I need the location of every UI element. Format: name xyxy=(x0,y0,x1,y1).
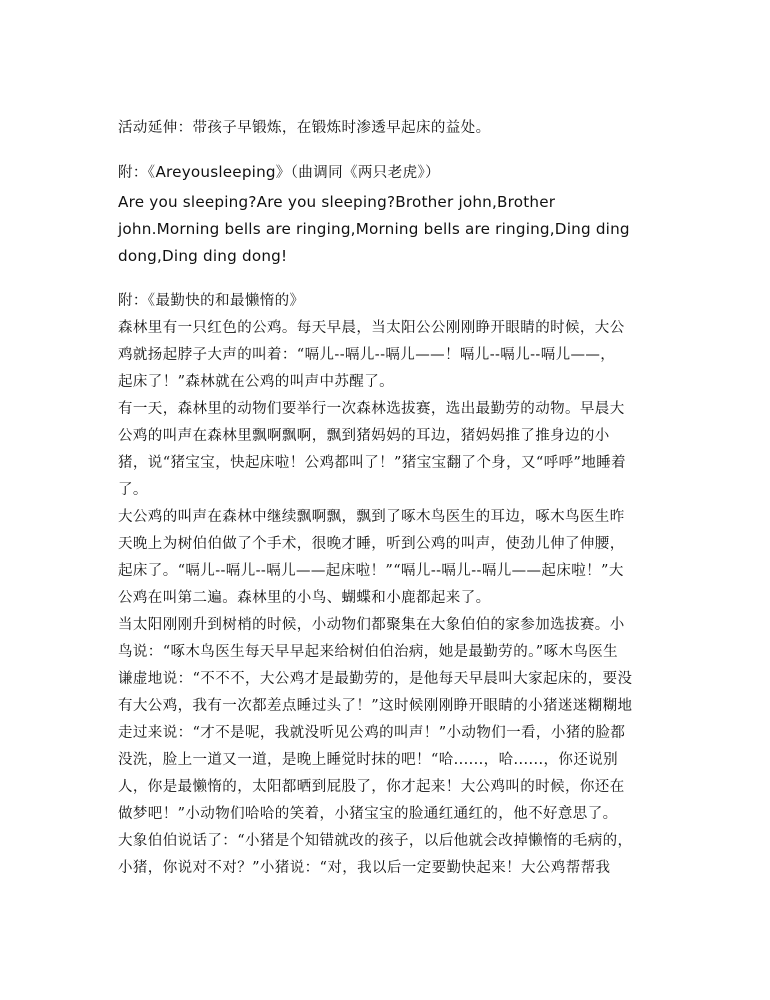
story-heading: 附：《最勤快的和最懒惰的》 xyxy=(118,293,305,309)
story-line: 有一天，森林里的动物们要举行一次森林选拔赛，选出最勤劳的动物。早晨大 xyxy=(118,401,625,417)
song-lyric-line: dong,Ding ding dong! xyxy=(118,247,288,265)
story-line: 猪，说“猪宝宝，快起床啦！公鸡都叫了！”猪宝宝翻了个身，又“呼呼”地睡着 xyxy=(118,455,627,471)
song-lyric-line: Are you sleeping?Are you sleeping?Brother john,Brother xyxy=(118,193,556,211)
story-line: 小猪，你说对不对？”小猪说：“对，我以后一定要勤快起来！大公鸡帮帮我 xyxy=(118,860,611,876)
story-line: 森林里有一只红色的公鸡。每天早晨，当太阳公公刚刚睁开眼睛的时候，大公 xyxy=(118,320,625,336)
story-line: 走过来说：“才不是呢，我就没听见公鸡的叫声！”小动物们一看，小猪的脸都 xyxy=(118,725,626,741)
song-heading-title: Areyousleeping xyxy=(155,163,276,181)
story-line: 人，你是最懒惰的，太阳都晒到屁股了，你才起来！大公鸡叫的时候，你还在 xyxy=(118,779,625,795)
story-line: 当太阳刚刚升到树梢的时候，小动物们都聚集在大象伯伯的家参加选拔赛。小 xyxy=(118,617,625,633)
story-line: 了。 xyxy=(118,482,148,498)
story-line: 大象伯伯说话了：“小猪是个知错就改的孩子，以后他就会改掉懒惰的毛病的， xyxy=(118,833,633,849)
song-heading xyxy=(118,162,440,183)
activity-extension-line: 活动延伸：带孩子早锻炼，在锻炼时渗透早起床的益处。 xyxy=(118,120,491,136)
story-line: 谦虚地说：“不不不，大公鸡才是最勤劳的，是他每天早晨叫大家起床的，要没 xyxy=(118,671,633,687)
story-line: 鸟说：“啄木鸟医生每天早早起来给树伯伯治病，她是最勤劳的。”啄木鸟医生 xyxy=(118,644,619,660)
story-line: 公鸡的叫声在森林里飘啊飘啊，飘到猪妈妈的耳边，猪妈妈推了推身边的小 xyxy=(118,428,610,444)
story-line: 鸡就扬起脖子大声的叫着：“嗝儿--嗝儿--嗝儿——！嗝儿--嗝儿--嗝儿——， xyxy=(118,347,616,363)
song-heading-suffix: 》（曲调同《两只老虎》） xyxy=(275,165,441,181)
story-line: 公鸡在叫第二遍。森林里的小鸟、蝴蝶和小鹿都起来了。 xyxy=(118,590,491,606)
story-line: 做梦吧！”小动物们哈哈的笑着，小猪宝宝的脸通红通红的，他不好意思了。 xyxy=(118,806,618,822)
story-line: 起床了。“嗝儿--嗝儿--嗝儿——起床啦！”“嗝儿--嗝儿--嗝儿——起床啦！”大 xyxy=(118,563,624,579)
story-line: 大公鸡的叫声在森林中继续飘啊飘，飘到了啄木鸟医生的耳边，啄木鸟医生昨 xyxy=(118,509,625,525)
song-lyric-line: john.Morning bells are ringing,Morning bells are ringing,Ding ding xyxy=(118,220,630,238)
story-line: 有大公鸡，我有一次都差点睡过头了！”这时候刚刚睁开眼睛的小猪迷迷糊糊地 xyxy=(118,698,633,714)
song-heading-prefix: 附：《 xyxy=(118,165,156,181)
story-line: 起床了！”森林就在公鸡的叫声中苏醒了。 xyxy=(118,374,395,390)
story-line: 天晚上为树伯伯做了个手术，很晚才睡，听到公鸡的叫声，使劲儿伸了伸腰， xyxy=(118,536,625,552)
story-line: 没洗，脸上一道又一道，是晚上睡觉时抹的吧！“哈......，哈......，你还说别 xyxy=(118,752,619,768)
